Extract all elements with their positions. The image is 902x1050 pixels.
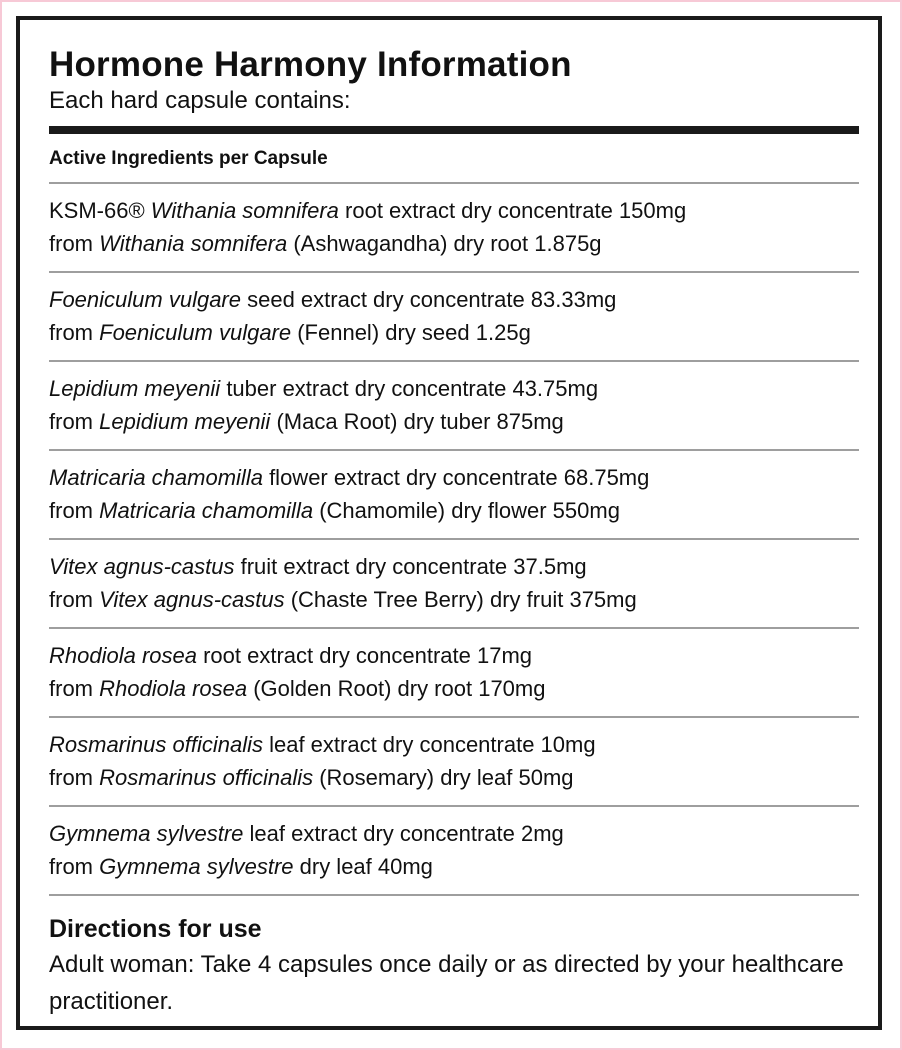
extract-line [49, 283, 859, 316]
species-name: Vitex agnus-castus [99, 587, 285, 612]
extract-line [49, 728, 859, 761]
source-prefix: from [49, 587, 100, 612]
source-prefix: from [49, 765, 100, 790]
source-line [49, 761, 859, 794]
source-prefix: from [49, 409, 100, 434]
extract-details: fruit extract dry concentrate 37.5mg [234, 554, 587, 579]
extract-details: flower extract dry concentrate 68.75mg [262, 465, 650, 490]
source-details: dry leaf 40mg [293, 854, 433, 879]
source-details: (Ashwagandha) dry root 1.875g [287, 231, 602, 256]
species-name: Gymnema sylvestre [99, 854, 294, 879]
ingredient-item [49, 273, 859, 362]
extract-details: root extract dry concentrate 17mg [196, 643, 533, 668]
ingredient-list [49, 184, 859, 896]
source-line [49, 850, 859, 883]
species-name: Matricaria chamomilla [49, 465, 263, 490]
ingredient-item [49, 184, 859, 273]
extract-prefix: KSM-66® [49, 198, 151, 223]
extract-details: tuber extract dry concentrate 43.75mg [220, 376, 599, 401]
extract-details: seed extract dry concentrate 83.33mg [240, 287, 617, 312]
species-name: Foeniculum vulgare [99, 320, 292, 345]
source-details: (Chaste Tree Berry) dry fruit 375mg [284, 587, 637, 612]
source-line [49, 583, 859, 616]
source-line [49, 672, 859, 705]
species-name: Lepidium meyenii [99, 409, 271, 434]
page [2, 2, 900, 1048]
source-prefix: from [49, 498, 100, 523]
directions-title: Directions for use [49, 915, 262, 943]
source-line [49, 316, 859, 349]
extract-details: leaf extract dry concentrate 2mg [243, 821, 564, 846]
extract-line [49, 372, 859, 405]
extract-line [49, 194, 859, 227]
source-details: (Maca Root) dry tuber 875mg [270, 409, 564, 434]
ingredient-item [49, 451, 859, 540]
species-name: Rhodiola rosea [49, 643, 197, 668]
directions-text: Adult woman: Take 4 capsules once daily or as directed by your healthcare practitioner. [49, 951, 844, 1015]
page-subtitle: Each hard capsule contains: [49, 87, 351, 114]
species-name: Rosmarinus officinalis [49, 732, 263, 757]
ingredient-item [49, 362, 859, 451]
species-name: Rosmarinus officinalis [99, 765, 314, 790]
extract-line [49, 461, 859, 494]
extract-details: root extract dry concentrate 150mg [338, 198, 687, 223]
species-name: Gymnema sylvestre [49, 821, 244, 846]
active-ingredients-heading: Active Ingredients per Capsule [49, 148, 328, 169]
species-name: Matricaria chamomilla [99, 498, 314, 523]
extract-details: leaf extract dry concentrate 10mg [262, 732, 596, 757]
panel-content [49, 44, 859, 1020]
extract-line [49, 550, 859, 583]
source-line [49, 405, 859, 438]
source-prefix: from [49, 854, 100, 879]
ingredient-item [49, 629, 859, 718]
source-details: (Rosemary) dry leaf 50mg [313, 765, 574, 790]
source-line [49, 494, 859, 527]
source-details: (Chamomile) dry flower 550mg [313, 498, 620, 523]
species-name: Vitex agnus-castus [49, 554, 235, 579]
source-prefix: from [49, 231, 100, 256]
source-prefix: from [49, 320, 100, 345]
ingredient-item [49, 807, 859, 896]
page-title: Hormone Harmony Information [49, 45, 572, 84]
source-details: (Golden Root) dry root 170mg [247, 676, 546, 701]
species-name: Rhodiola rosea [99, 676, 248, 701]
extract-line [49, 817, 859, 850]
ingredient-item [49, 540, 859, 629]
source-line [49, 227, 859, 260]
extract-line [49, 639, 859, 672]
species-name: Lepidium meyenii [49, 376, 221, 401]
source-details: (Fennel) dry seed 1.25g [291, 320, 531, 345]
species-name: Foeniculum vulgare [49, 287, 241, 312]
species-name: Withania somnifera [99, 231, 288, 256]
ingredient-item [49, 718, 859, 807]
source-prefix: from [49, 676, 100, 701]
species-name: Withania somnifera [150, 198, 339, 223]
info-panel [16, 16, 882, 1030]
thick-divider [49, 126, 859, 134]
